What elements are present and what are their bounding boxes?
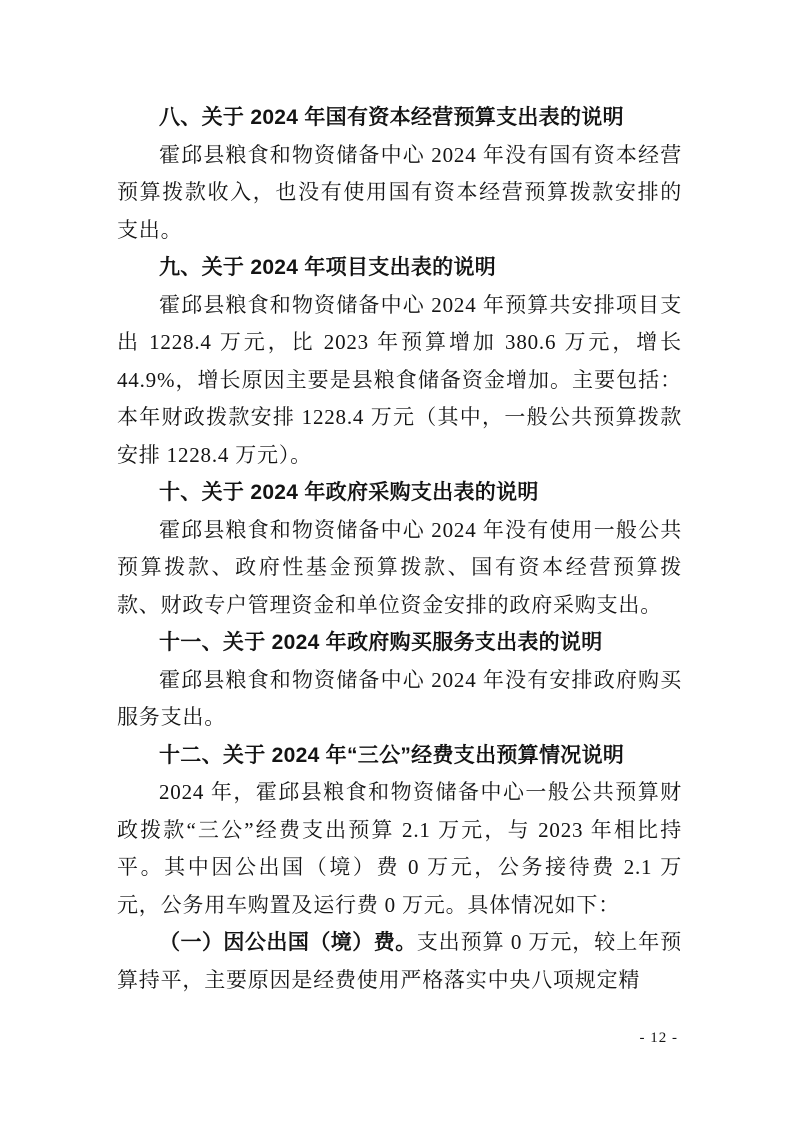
section-paragraph-10: 霍邱县粮食和物资储备中心 2024 年没有使用一般公共预算拨款、政府性基金预算拨款、国有资本经营预算拨款、财政专户管理资金和单位资金安排的政府采购支出。 [117,517,682,617]
section-heading-10: 十、关于 2024 年政府采购支出表的说明 [159,481,539,504]
section-paragraph-12: 2024 年，霍邱县粮食和物资储备中心一般公共预算财政拨款“三公”经费支出预算 2.1 万元，与 2023 年相比持平。其中因公出国（境）费 0 万元，公务接待费 2.1 万元，公务用车购置及运行费 0 万元。具体情况如下： [117,780,682,917]
section-paragraph-11: 霍邱县粮食和物资储备中心 2024 年没有安排政府购买服务支出。 [117,667,682,729]
section-heading-11: 十一、关于 2024 年政府购买服务支出表的说明 [159,631,603,654]
section-paragraph-8: 霍邱县粮食和物资储备中心 2024 年没有国有资本经营预算拨款收入，也没有使用国有资本经营预算拨款安排的支出。 [117,142,682,242]
section-heading-8: 八、关于 2024 年国有资本经营预算支出表的说明 [159,106,624,129]
section-paragraph-9: 霍邱县粮食和物资储备中心 2024 年预算共安排项目支出 1228.4 万元，比 2023 年预算增加 380.6 万元，增长 44.9%，增长原因主要是县粮食储备资金增加。主要包括：本年财政拨款安排 1228.4 万元（其中，一般公共预算拨款安排 1228.4 万元）。 [117,292,682,467]
subsection-text: 支出预算 0 万元，较上年预算持平，主要原因是经费使用严格落实中央八项规定精 [117,930,682,992]
section-heading-9: 九、关于 2024 年项目支出表的说明 [159,256,497,279]
subsection-lead-label: （一）因公出国（境）费。 [159,931,417,954]
page-number: - 12 - [639,1030,678,1046]
document-body [117,99,682,999]
section-heading-12: 十二、关于 2024 年“三公”经费支出预算情况说明 [159,743,625,767]
subsection-paragraph-1 [117,924,682,999]
